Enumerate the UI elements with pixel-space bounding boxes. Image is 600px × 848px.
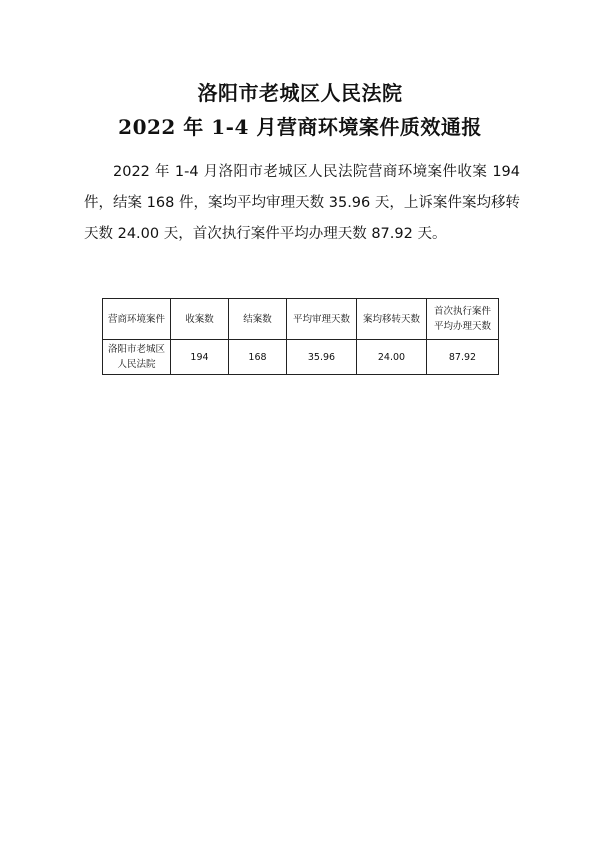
table-cell-avg-trial-days: 35.96: [287, 340, 357, 375]
table-header-cell: 收案数: [171, 299, 229, 340]
table-cell-filed: 194: [171, 340, 229, 375]
table-header-cell: 结案数: [229, 299, 287, 340]
summary-paragraph: 2022 年 1-4 月洛阳市老城区人民法院营商环境案件收案 194 件，结案 168 件，案均平均审理天数 35.96 天，上诉案件案均移转天数 24.00 天，首次执行案件平均办理天数 87.92 天。: [84, 164, 520, 242]
table-cell-court: 洛阳市老城区人民法院: [103, 340, 171, 375]
table-header-cell: 首次执行案件平均办理天数: [427, 299, 499, 340]
table-cell-avg-transfer-days: 24.00: [357, 340, 427, 375]
table-row: [103, 340, 499, 375]
document-title-line-1: 洛阳市老城区人民法院: [197, 81, 403, 105]
table-header-row: [103, 299, 499, 340]
document-title-line-2: 2022 年 1-4 月营商环境案件质效通报: [118, 115, 482, 139]
table-header-cell: 营商环境案件: [103, 299, 171, 340]
table-header-cell: 平均审理天数: [287, 299, 357, 340]
table-cell-avg-execution-days: 87.92: [427, 340, 499, 375]
table-header-cell: 案均移转天数: [357, 299, 427, 340]
table-cell-closed: 168: [229, 340, 287, 375]
statistics-table: [102, 298, 499, 375]
